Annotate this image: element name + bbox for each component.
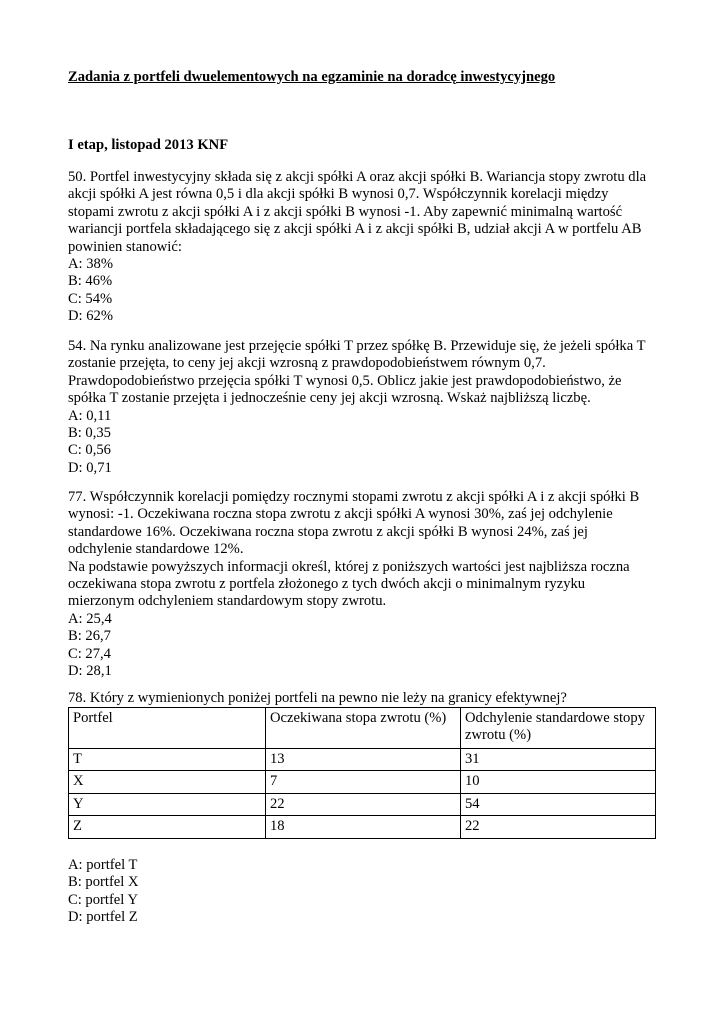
question-text-line: 78. Który z wymienionych poniżej portfeli na pewno nie leży na granicy efektywnej? xyxy=(68,690,567,706)
table-row xyxy=(69,771,656,793)
answer-option: B: 26,7 xyxy=(68,628,111,645)
table-header-cell: Portfel xyxy=(69,708,266,749)
document-title: Zadania z portfeli dwuelementowych na egzaminie na doradcę inwestycyjnego xyxy=(68,69,556,85)
question-text-line: zostanie przejęta, to ceny jej akcji wzrosną z prawdopodobieństwem równym 0,7. xyxy=(68,355,546,372)
question-text-line: Prawdopodobieństwo przejęcia spółki T wynosi 0,5. Oblicz jakie jest prawdopodobieństwo, że xyxy=(68,372,622,389)
answer-option: C: 54% xyxy=(68,290,113,307)
answer-option: D: 0,71 xyxy=(68,459,112,476)
table-cell: Y xyxy=(69,793,266,815)
question-text-line: powinien stanowić: xyxy=(68,238,182,255)
table-cell: T xyxy=(69,749,266,771)
table-cell: 31 xyxy=(461,749,656,771)
question-text-line: stopami zwrotu z akcji spółki A i z akcji spółki B wynosi -1. Aby zapewnić minimalną wartość xyxy=(68,203,623,220)
answer-option: B: 46% xyxy=(68,273,113,290)
question-text-line: spółka T zostanie przejęta i jednocześnie ceny jej akcji wzrosną. Wskaż najbliższą liczbę. xyxy=(68,390,591,407)
question-text-line: 77. Współczynnik korelacji pomiędzy rocznymi stopami zwrotu z akcji spółki A i z akcji spółki B xyxy=(68,489,640,505)
answer-option: C: 0,56 xyxy=(68,442,111,459)
question-50 xyxy=(68,169,668,326)
answer-option: A: portfel T xyxy=(68,857,138,873)
answer-option: A: 0,11 xyxy=(68,407,112,424)
question-78 xyxy=(68,690,668,707)
table-row xyxy=(69,793,656,815)
table-cell: 13 xyxy=(266,749,461,771)
answer-option: D: 28,1 xyxy=(68,662,112,679)
table-row xyxy=(69,816,656,838)
question-text-line: mierzonym odchyleniem standardowym stopy zwrotu. xyxy=(68,593,387,610)
portfolio-table xyxy=(68,707,656,839)
question-text-line: 50. Portfel inwestycyjny składa się z akcji spółki A oraz akcji spółki B. Wariancja stopy zwrotu dla xyxy=(68,169,647,185)
question-text-line: odchylenie standardowe 12%. xyxy=(68,541,244,558)
answer-option: B: 0,35 xyxy=(68,424,111,441)
question-text-line: akcji spółki A jest równa 0,5 i dla akcji spółki B wynosi 0,7. Współczynnik korelacji między xyxy=(68,186,609,203)
answer-option: A: 25,4 xyxy=(68,610,112,627)
answer-option: A: 38% xyxy=(68,255,113,272)
table-header-cell: Odchylenie standardowe stopy zwrotu (%) xyxy=(461,708,656,749)
question-text-line: standardowe 16%. Oczekiwana roczna stopa zwrotu z akcji spółki B wynosi 24%, zaś jej xyxy=(68,523,588,540)
table-cell: 10 xyxy=(461,771,656,793)
table-header-cell: Oczekiwana stopa zwrotu (%) xyxy=(266,708,461,749)
answer-option: C: 27,4 xyxy=(68,645,111,662)
question-54 xyxy=(68,338,668,477)
table-cell: 22 xyxy=(461,816,656,838)
table-cell: 18 xyxy=(266,816,461,838)
question-text-line: Na podstawie powyższych informacji określ, której z poniższych wartości jest najbliższa roczna xyxy=(68,558,630,575)
question-text-line: wynosi: -1. Oczekiwana roczna stopa zwrotu z akcji spółki A wynosi 30%, zaś jej odchylenie xyxy=(68,506,613,523)
answer-option: C: portfel Y xyxy=(68,891,138,908)
question-78-answers xyxy=(68,857,668,927)
table-cell: Z xyxy=(69,816,266,838)
stage-heading: I etap, listopad 2013 KNF xyxy=(68,137,229,153)
answer-option: D: portfel Z xyxy=(68,909,138,926)
table-row xyxy=(69,749,656,771)
table-cell: 54 xyxy=(461,793,656,815)
table-header-row xyxy=(69,708,656,749)
answer-option: B: portfel X xyxy=(68,874,139,891)
table-cell: X xyxy=(69,771,266,793)
table-cell: 22 xyxy=(266,793,461,815)
question-text-line: 54. Na rynku analizowane jest przejęcie spółki T przez spółkę B. Przewiduje się, że jeżeli spółka T xyxy=(68,338,646,354)
question-77 xyxy=(68,489,668,680)
question-text-line: oczekiwana stopa zwrotu z portfela złożonego z tych dwóch akcji o minimalnym ryzyku xyxy=(68,575,586,592)
answer-option: D: 62% xyxy=(68,308,113,325)
table-cell: 7 xyxy=(266,771,461,793)
question-text-line: wariancji portfela składającego się z akcji spółki A i z akcji spółki B, udział akcji A w portfelu AB xyxy=(68,221,642,238)
